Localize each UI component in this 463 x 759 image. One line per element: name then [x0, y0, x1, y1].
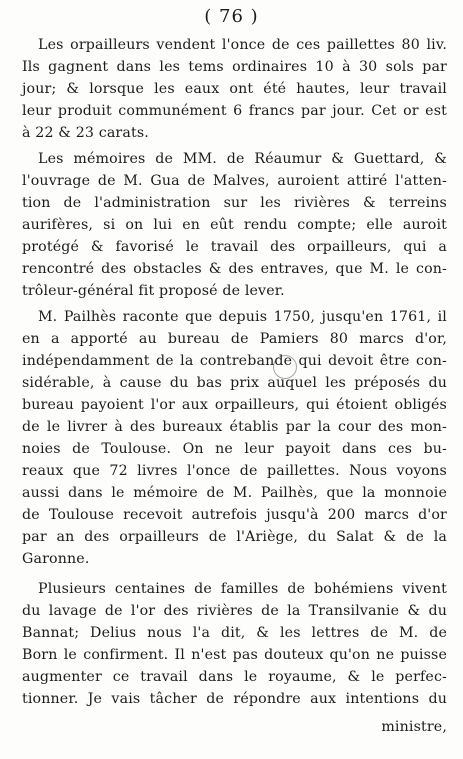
text-line: noies de Toulouse. On ne leur payoit dans ces bu- — [22, 441, 447, 457]
text-line: du lavage de l'or des rivières de la Transilvanie & du — [22, 603, 447, 619]
text-line: bureau payoient l'or aux orpailleurs, qui étoient obligés — [22, 397, 447, 413]
page-number: ( 76 ) — [204, 6, 259, 27]
text-line: en a apporté au bureau de Pamiers 80 marcs d'or, — [22, 331, 447, 347]
text-line: l'ouvrage de M. Gua de Malves, auroient attiré l'atten- — [22, 173, 447, 189]
text-line: Garonne. — [22, 551, 90, 567]
text-line: augmenter ce travail dans le royaume, & le perfec- — [22, 669, 447, 685]
text-line: Bannat; Delius nous l'a dit, & les lettres de M. de — [22, 625, 447, 641]
text-line: par an des orpailleurs de l'Ariège, du Salat & de la — [22, 529, 447, 545]
text-line: Plusieurs centaines de familles de bohémiens vivent — [38, 581, 447, 597]
text-line: reaux que 72 livres l'once de paillettes. Nous voyons — [22, 463, 447, 479]
text-line: protégé & favorisé le travail des orpailleurs, qui a — [22, 239, 447, 255]
text-line: aussi dans le mémoire de M. Pailhès, que la monnoie — [22, 485, 447, 501]
text-line: leur produit communément 6 francs par jour. Cet or est — [22, 103, 447, 119]
text-line: tion de l'administration sur les rivières & terreins — [22, 195, 447, 211]
text-line: Les orpailleurs vendent l'once de ces paillettes 80 liv. — [38, 37, 447, 53]
text-line: M. Pailhès raconte que depuis 1750, jusqu'en 1761, il — [38, 309, 447, 325]
text-line: aurifères, si on lui en eût rendu compte; elle auroit — [22, 217, 447, 233]
text-line: rencontré des obstacles & des entraves, que M. le con- — [22, 261, 447, 277]
text-line: sidérable, à cause du bas prix auquel les préposés du — [22, 375, 447, 391]
text-line: de Toulouse recevoit autrefois jusqu'à 200 marcs d'or — [22, 507, 447, 523]
text-line: de le livrer à des bureaux établis par la cour des mon- — [22, 419, 447, 435]
text-line: trôleur-général fit proposé de lever. — [22, 283, 285, 299]
text-line: à 22 & 23 carats. — [22, 125, 149, 141]
text-line: Born le confirment. Il n'est pas douteux qu'on ne puisse — [22, 647, 447, 663]
catchword: ministre, — [381, 719, 447, 735]
text-line: Ils gagnent dans les tems ordinaires 10 à 30 sols par — [22, 59, 447, 75]
text-line: indépendamment de la contrebande qui devoit être con- — [22, 353, 447, 369]
text-line: Les mémoires de MM. de Réaumur & Guettard, & — [38, 151, 447, 167]
ink-stain — [273, 355, 297, 379]
text-line: jour; & lorsque les eaux ont été hautes, leur travail — [22, 81, 447, 97]
text-line: tionner. Je vais tâcher de répondre aux intentions du — [22, 691, 447, 707]
